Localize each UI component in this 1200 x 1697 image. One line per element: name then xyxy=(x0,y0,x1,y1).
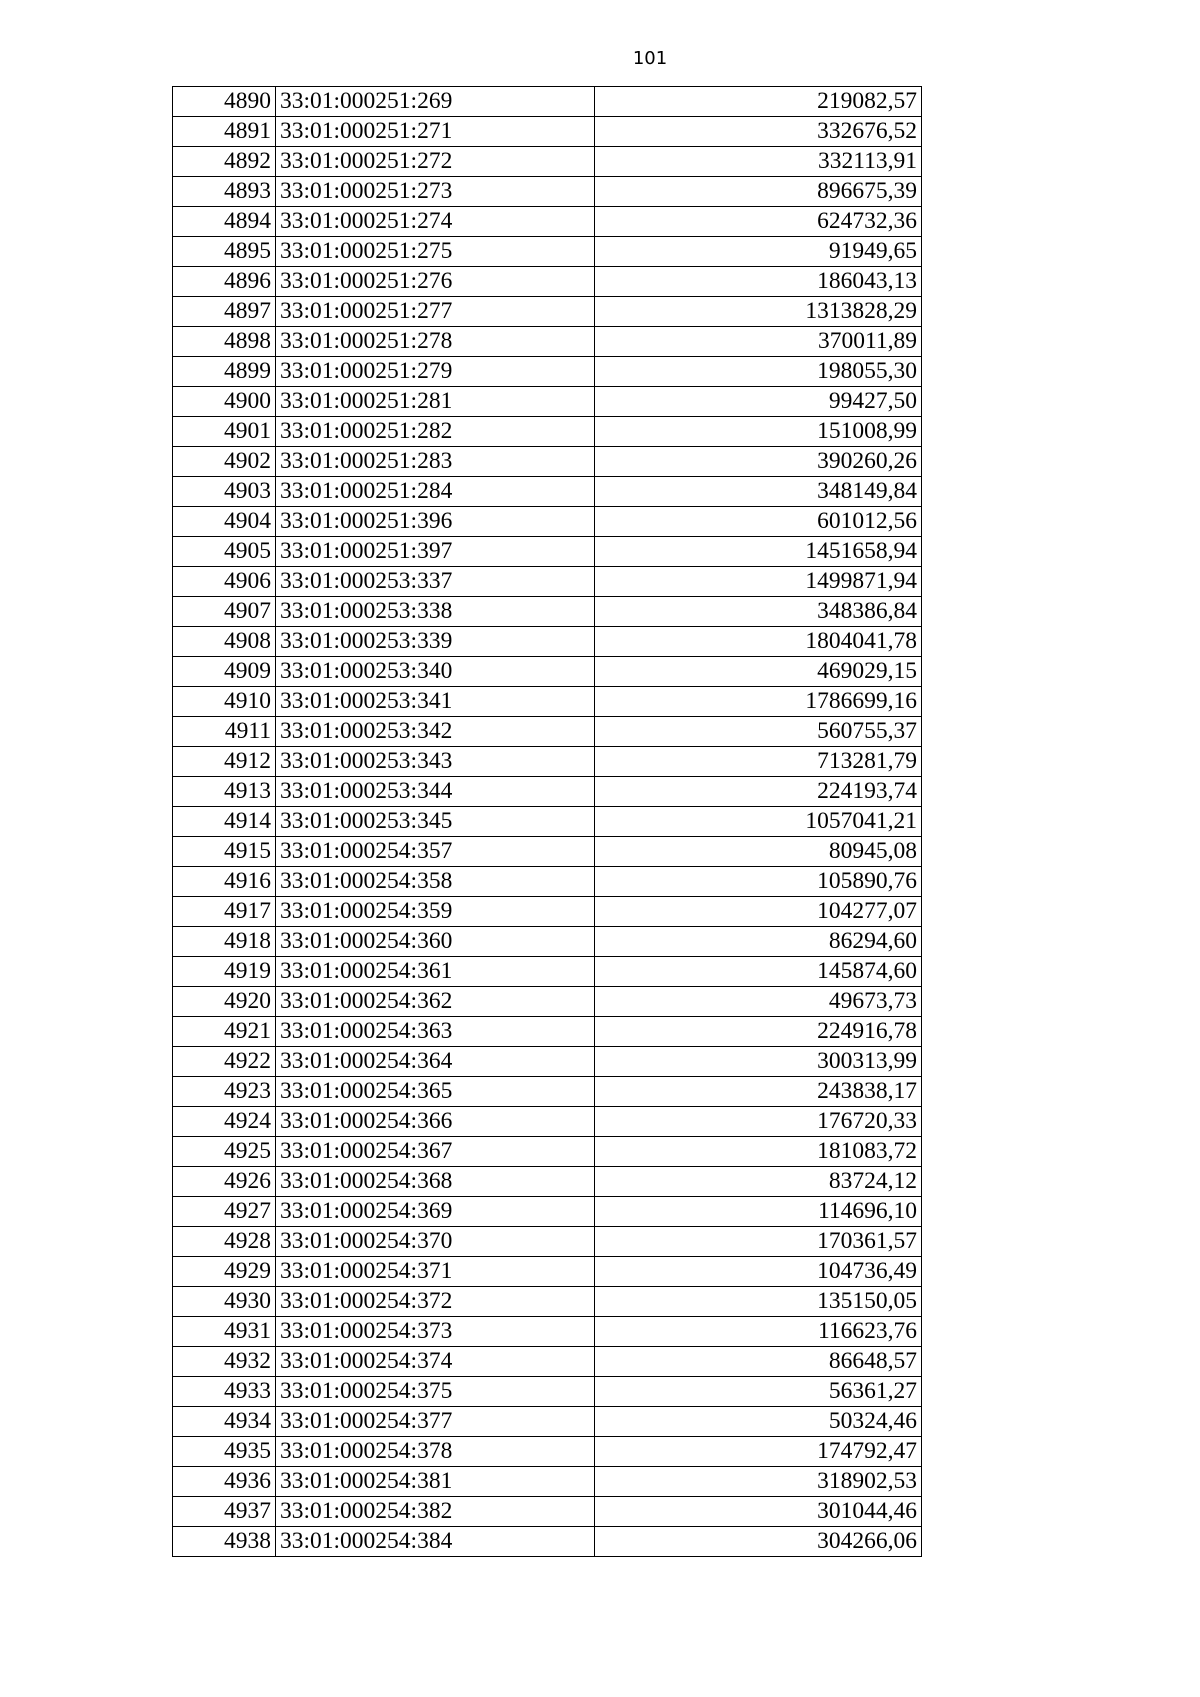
cadastral-number-cell: 33:01:000254:368 xyxy=(276,1167,595,1197)
table-row xyxy=(173,1497,922,1527)
cadastral-value-cell: 186043,13 xyxy=(595,267,922,297)
cadastral-value-cell: 174792,47 xyxy=(595,1437,922,1467)
cadastral-value-cell: 560755,37 xyxy=(595,717,922,747)
row-number-cell: 4917 xyxy=(173,897,276,927)
row-number-cell: 4925 xyxy=(173,1137,276,1167)
cadastral-number-cell: 33:01:000254:375 xyxy=(276,1377,595,1407)
table-row xyxy=(173,1227,922,1257)
row-number-cell: 4929 xyxy=(173,1257,276,1287)
cadastral-number-cell: 33:01:000251:282 xyxy=(276,417,595,447)
table-body xyxy=(173,87,922,1557)
row-number-cell: 4916 xyxy=(173,867,276,897)
cadastral-value-cell: 80945,08 xyxy=(595,837,922,867)
table-row xyxy=(173,237,922,267)
cadastral-value-cell: 348149,84 xyxy=(595,477,922,507)
cadastral-number-cell: 33:01:000253:344 xyxy=(276,777,595,807)
row-number-cell: 4895 xyxy=(173,237,276,267)
row-number-cell: 4926 xyxy=(173,1167,276,1197)
cadastral-value-cell: 104277,07 xyxy=(595,897,922,927)
cadastral-value-cell: 1057041,21 xyxy=(595,807,922,837)
cadastral-value-cell: 896675,39 xyxy=(595,177,922,207)
table-row xyxy=(173,837,922,867)
table-row xyxy=(173,1467,922,1497)
table-row xyxy=(173,927,922,957)
cadastral-value-cell: 332113,91 xyxy=(595,147,922,177)
row-number-cell: 4909 xyxy=(173,657,276,687)
table-row xyxy=(173,1047,922,1077)
row-number-cell: 4899 xyxy=(173,357,276,387)
row-number-cell: 4915 xyxy=(173,837,276,867)
table-row xyxy=(173,1197,922,1227)
cadastral-number-cell: 33:01:000254:362 xyxy=(276,987,595,1017)
table-row xyxy=(173,1527,922,1557)
table-row xyxy=(173,147,922,177)
cadastral-value-cell: 49673,73 xyxy=(595,987,922,1017)
cadastral-number-cell: 33:01:000253:341 xyxy=(276,687,595,717)
row-number-cell: 4937 xyxy=(173,1497,276,1527)
row-number-cell: 4921 xyxy=(173,1017,276,1047)
table-row xyxy=(173,537,922,567)
table-row xyxy=(173,357,922,387)
page-number: 101 xyxy=(632,48,668,69)
table-row xyxy=(173,507,922,537)
table-row xyxy=(173,777,922,807)
cadastral-number-cell: 33:01:000251:275 xyxy=(276,237,595,267)
row-number-cell: 4923 xyxy=(173,1077,276,1107)
cadastral-number-cell: 33:01:000251:396 xyxy=(276,507,595,537)
row-number-cell: 4908 xyxy=(173,627,276,657)
cadastral-value-table xyxy=(172,86,922,1557)
table-row xyxy=(173,1347,922,1377)
cadastral-value-cell: 219082,57 xyxy=(595,87,922,117)
cadastral-value-cell: 224193,74 xyxy=(595,777,922,807)
table-row xyxy=(173,717,922,747)
cadastral-number-cell: 33:01:000251:277 xyxy=(276,297,595,327)
cadastral-number-cell: 33:01:000251:281 xyxy=(276,387,595,417)
row-number-cell: 4933 xyxy=(173,1377,276,1407)
cadastral-number-cell: 33:01:000254:384 xyxy=(276,1527,595,1557)
cadastral-number-cell: 33:01:000254:377 xyxy=(276,1407,595,1437)
cadastral-number-cell: 33:01:000253:343 xyxy=(276,747,595,777)
cadastral-value-cell: 243838,17 xyxy=(595,1077,922,1107)
row-number-cell: 4906 xyxy=(173,567,276,597)
table-row xyxy=(173,267,922,297)
cadastral-number-cell: 33:01:000251:272 xyxy=(276,147,595,177)
cadastral-value-cell: 601012,56 xyxy=(595,507,922,537)
cadastral-value-cell: 116623,76 xyxy=(595,1317,922,1347)
table-row xyxy=(173,297,922,327)
row-number-cell: 4930 xyxy=(173,1287,276,1317)
row-number-cell: 4914 xyxy=(173,807,276,837)
cadastral-value-cell: 181083,72 xyxy=(595,1137,922,1167)
table-row xyxy=(173,117,922,147)
cadastral-value-cell: 390260,26 xyxy=(595,447,922,477)
cadastral-number-cell: 33:01:000251:278 xyxy=(276,327,595,357)
table-row xyxy=(173,87,922,117)
cadastral-number-cell: 33:01:000254:365 xyxy=(276,1077,595,1107)
table-row xyxy=(173,627,922,657)
row-number-cell: 4910 xyxy=(173,687,276,717)
table-row xyxy=(173,1377,922,1407)
cadastral-number-cell: 33:01:000253:345 xyxy=(276,807,595,837)
cadastral-number-cell: 33:01:000251:279 xyxy=(276,357,595,387)
row-number-cell: 4927 xyxy=(173,1197,276,1227)
cadastral-number-cell: 33:01:000253:339 xyxy=(276,627,595,657)
table-row xyxy=(173,687,922,717)
cadastral-number-cell: 33:01:000251:269 xyxy=(276,87,595,117)
row-number-cell: 4931 xyxy=(173,1317,276,1347)
cadastral-value-cell: 301044,46 xyxy=(595,1497,922,1527)
cadastral-number-cell: 33:01:000254:381 xyxy=(276,1467,595,1497)
row-number-cell: 4938 xyxy=(173,1527,276,1557)
row-number-cell: 4894 xyxy=(173,207,276,237)
row-number-cell: 4904 xyxy=(173,507,276,537)
cadastral-value-cell: 145874,60 xyxy=(595,957,922,987)
table-row xyxy=(173,897,922,927)
cadastral-number-cell: 33:01:000254:363 xyxy=(276,1017,595,1047)
cadastral-number-cell: 33:01:000253:342 xyxy=(276,717,595,747)
table-row xyxy=(173,477,922,507)
cadastral-number-cell: 33:01:000254:370 xyxy=(276,1227,595,1257)
table-row xyxy=(173,447,922,477)
table-row xyxy=(173,327,922,357)
cadastral-number-cell: 33:01:000251:397 xyxy=(276,537,595,567)
row-number-cell: 4920 xyxy=(173,987,276,1017)
table-row xyxy=(173,597,922,627)
table-row xyxy=(173,1317,922,1347)
row-number-cell: 4907 xyxy=(173,597,276,627)
cadastral-value-cell: 114696,10 xyxy=(595,1197,922,1227)
cadastral-value-cell: 56361,27 xyxy=(595,1377,922,1407)
table-row xyxy=(173,1407,922,1437)
cadastral-value-cell: 50324,46 xyxy=(595,1407,922,1437)
table-row xyxy=(173,1437,922,1467)
cadastral-number-cell: 33:01:000251:273 xyxy=(276,177,595,207)
cadastral-value-cell: 624732,36 xyxy=(595,207,922,237)
cadastral-number-cell: 33:01:000254:364 xyxy=(276,1047,595,1077)
table-row xyxy=(173,1287,922,1317)
cadastral-value-cell: 713281,79 xyxy=(595,747,922,777)
table-row xyxy=(173,417,922,447)
row-number-cell: 4903 xyxy=(173,477,276,507)
cadastral-value-cell: 1451658,94 xyxy=(595,537,922,567)
row-number-cell: 4900 xyxy=(173,387,276,417)
row-number-cell: 4936 xyxy=(173,1467,276,1497)
table-row xyxy=(173,1107,922,1137)
table-row xyxy=(173,867,922,897)
cadastral-value-cell: 176720,33 xyxy=(595,1107,922,1137)
row-number-cell: 4911 xyxy=(173,717,276,747)
cadastral-value-cell: 151008,99 xyxy=(595,417,922,447)
cadastral-value-cell: 370011,89 xyxy=(595,327,922,357)
cadastral-number-cell: 33:01:000254:369 xyxy=(276,1197,595,1227)
table-row xyxy=(173,387,922,417)
cadastral-value-cell: 469029,15 xyxy=(595,657,922,687)
table-row xyxy=(173,807,922,837)
row-number-cell: 4932 xyxy=(173,1347,276,1377)
table-row xyxy=(173,1017,922,1047)
cadastral-number-cell: 33:01:000253:338 xyxy=(276,597,595,627)
cadastral-number-cell: 33:01:000254:357 xyxy=(276,837,595,867)
table-row xyxy=(173,567,922,597)
row-number-cell: 4935 xyxy=(173,1437,276,1467)
row-number-cell: 4890 xyxy=(173,87,276,117)
row-number-cell: 4891 xyxy=(173,117,276,147)
cadastral-number-cell: 33:01:000254:358 xyxy=(276,867,595,897)
cadastral-value-cell: 198055,30 xyxy=(595,357,922,387)
table-row xyxy=(173,657,922,687)
cadastral-value-cell: 1313828,29 xyxy=(595,297,922,327)
cadastral-number-cell: 33:01:000253:340 xyxy=(276,657,595,687)
cadastral-number-cell: 33:01:000251:276 xyxy=(276,267,595,297)
cadastral-number-cell: 33:01:000254:371 xyxy=(276,1257,595,1287)
table-row xyxy=(173,1167,922,1197)
cadastral-value-cell: 304266,06 xyxy=(595,1527,922,1557)
row-number-cell: 4892 xyxy=(173,147,276,177)
row-number-cell: 4922 xyxy=(173,1047,276,1077)
cadastral-value-cell: 86294,60 xyxy=(595,927,922,957)
row-number-cell: 4898 xyxy=(173,327,276,357)
table-row xyxy=(173,207,922,237)
cadastral-value-cell: 170361,57 xyxy=(595,1227,922,1257)
row-number-cell: 4919 xyxy=(173,957,276,987)
cadastral-value-cell: 99427,50 xyxy=(595,387,922,417)
row-number-cell: 4901 xyxy=(173,417,276,447)
table-row xyxy=(173,987,922,1017)
cadastral-value-cell: 1804041,78 xyxy=(595,627,922,657)
cadastral-value-cell: 105890,76 xyxy=(595,867,922,897)
cadastral-value-cell: 332676,52 xyxy=(595,117,922,147)
row-number-cell: 4924 xyxy=(173,1107,276,1137)
cadastral-number-cell: 33:01:000254:366 xyxy=(276,1107,595,1137)
cadastral-value-cell: 135150,05 xyxy=(595,1287,922,1317)
cadastral-value-cell: 104736,49 xyxy=(595,1257,922,1287)
cadastral-number-cell: 33:01:000254:361 xyxy=(276,957,595,987)
row-number-cell: 4893 xyxy=(173,177,276,207)
row-number-cell: 4896 xyxy=(173,267,276,297)
row-number-cell: 4902 xyxy=(173,447,276,477)
cadastral-value-cell: 1499871,94 xyxy=(595,567,922,597)
cadastral-number-cell: 33:01:000251:271 xyxy=(276,117,595,147)
cadastral-number-cell: 33:01:000253:337 xyxy=(276,567,595,597)
cadastral-number-cell: 33:01:000251:274 xyxy=(276,207,595,237)
cadastral-value-cell: 300313,99 xyxy=(595,1047,922,1077)
cadastral-number-cell: 33:01:000254:360 xyxy=(276,927,595,957)
cadastral-value-cell: 224916,78 xyxy=(595,1017,922,1047)
cadastral-value-cell: 91949,65 xyxy=(595,237,922,267)
table-row xyxy=(173,1137,922,1167)
row-number-cell: 4918 xyxy=(173,927,276,957)
row-number-cell: 4934 xyxy=(173,1407,276,1437)
cadastral-number-cell: 33:01:000254:378 xyxy=(276,1437,595,1467)
cadastral-value-cell: 83724,12 xyxy=(595,1167,922,1197)
cadastral-number-cell: 33:01:000254:367 xyxy=(276,1137,595,1167)
row-number-cell: 4912 xyxy=(173,747,276,777)
table-row xyxy=(173,1077,922,1107)
table-row xyxy=(173,1257,922,1287)
row-number-cell: 4928 xyxy=(173,1227,276,1257)
cadastral-number-cell: 33:01:000251:283 xyxy=(276,447,595,477)
cadastral-value-cell: 348386,84 xyxy=(595,597,922,627)
cadastral-number-cell: 33:01:000254:373 xyxy=(276,1317,595,1347)
table-row xyxy=(173,177,922,207)
cadastral-number-cell: 33:01:000254:372 xyxy=(276,1287,595,1317)
cadastral-value-cell: 318902,53 xyxy=(595,1467,922,1497)
cadastral-number-cell: 33:01:000254:382 xyxy=(276,1497,595,1527)
cadastral-value-cell: 1786699,16 xyxy=(595,687,922,717)
cadastral-value-cell: 86648,57 xyxy=(595,1347,922,1377)
table-row xyxy=(173,957,922,987)
cadastral-number-cell: 33:01:000254:374 xyxy=(276,1347,595,1377)
row-number-cell: 4913 xyxy=(173,777,276,807)
table-row xyxy=(173,747,922,777)
row-number-cell: 4897 xyxy=(173,297,276,327)
cadastral-number-cell: 33:01:000251:284 xyxy=(276,477,595,507)
row-number-cell: 4905 xyxy=(173,537,276,567)
cadastral-number-cell: 33:01:000254:359 xyxy=(276,897,595,927)
